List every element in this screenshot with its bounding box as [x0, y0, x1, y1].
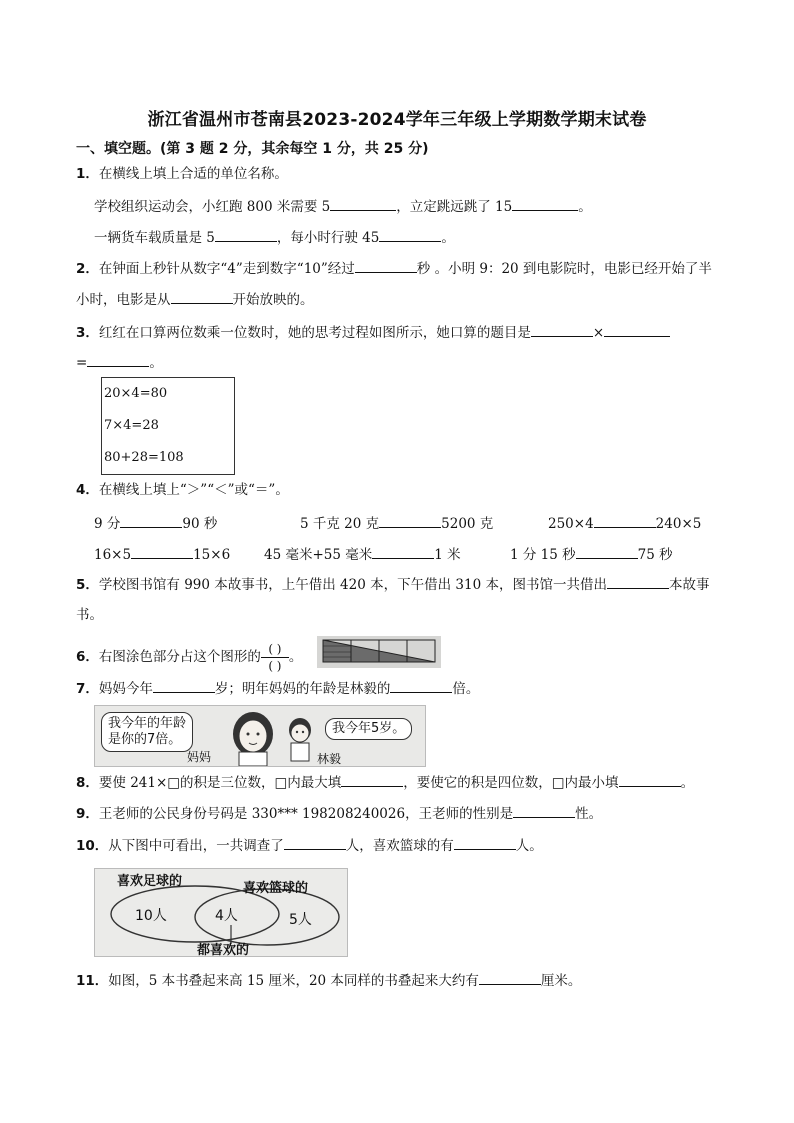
text: ，要使它的积是四位数，□内最小填 [403, 775, 619, 791]
answer-blank[interactable] [576, 544, 638, 559]
answer-blank[interactable] [171, 289, 233, 304]
section-heading: 一、填空题。(第 3 题 2 分，其余每空 1 分，共 25 分) [76, 141, 429, 157]
text: 9 分 [94, 516, 121, 532]
speech-bubble-mom: 我今年的年龄 是你的7倍。 [101, 712, 193, 752]
text: 岁；明年妈妈的年龄是林毅的 [214, 681, 391, 697]
question-number: 11． [76, 973, 109, 989]
label-football: 喜欢足球的 [117, 874, 183, 889]
question-2-line-1 [76, 258, 712, 279]
text: 5200 克 [441, 516, 494, 532]
question-number: 7． [76, 681, 99, 697]
text: 要使 241×□的积是三位数，□内最大填 [98, 775, 342, 791]
question-3-line-1 [76, 322, 670, 343]
answer-blank[interactable] [479, 970, 541, 985]
compare-item [94, 544, 230, 565]
answer-blank[interactable] [284, 835, 346, 850]
question-number: 1． [76, 166, 99, 182]
text: 红红在口算两位数乘一位数时，她的思考过程如图所示，她口算的题目是 [98, 325, 531, 341]
answer-blank[interactable] [594, 513, 656, 528]
answer-blank[interactable] [87, 352, 149, 367]
text: 16×5 [94, 547, 132, 563]
question-number: 9． [76, 806, 99, 822]
caption-boy: 林毅 [317, 752, 342, 766]
question-1-line-1 [94, 196, 592, 217]
text: × [592, 325, 605, 341]
age-illustration [94, 705, 426, 767]
numerator: ( ) [268, 642, 282, 656]
label-basketball: 喜欢篮球的 [243, 881, 309, 896]
question-9 [76, 803, 602, 824]
count-both: 4人 [215, 908, 238, 924]
question-stem: 在横线上填上合适的单位名称。 [98, 166, 288, 182]
question-4 [76, 480, 289, 500]
compare-item [510, 544, 673, 565]
text: 学校图书馆有 990 本故事书，上午借出 420 本，下午借出 310 本，图书馆一共借出 [98, 577, 607, 593]
text: 王老师的公民身份号码是 330*** 198208240026，王老师的性别是 [98, 806, 514, 822]
text: = [76, 355, 88, 371]
question-3-line-2 [76, 352, 163, 373]
text: 学校组织运动会，小红跑 800 米需要 5 [94, 199, 331, 215]
answer-blank[interactable] [120, 513, 182, 528]
question-number: 3． [76, 325, 99, 341]
calc-step: 20×4=80 [104, 386, 168, 401]
question-8 [76, 772, 694, 793]
fraction-blank[interactable] [261, 642, 289, 673]
answer-blank[interactable] [454, 835, 516, 850]
text: 。 [441, 230, 455, 246]
count-football-only: 10人 [135, 908, 167, 924]
text: 5 千克 20 克 [300, 516, 380, 532]
question-number: 6． [76, 649, 99, 665]
text: 45 毫米+55 毫米 [264, 547, 373, 563]
text: 90 秒 [182, 516, 218, 532]
question-11 [76, 970, 581, 991]
answer-blank[interactable] [341, 772, 403, 787]
text: 。 [288, 649, 303, 665]
question-number: 4． [76, 482, 99, 498]
answer-blank[interactable] [215, 227, 277, 242]
text: 妈妈今年 [98, 681, 153, 697]
compare-item [94, 513, 217, 534]
question-5-line-2: 书。 [76, 607, 103, 623]
answer-blank[interactable] [131, 544, 193, 559]
answer-blank[interactable] [379, 513, 441, 528]
text: 。 [578, 199, 592, 215]
calc-step: 80+28=108 [104, 450, 184, 465]
text: 。 [680, 775, 695, 791]
text: 人。 [515, 838, 543, 854]
question-number: 10． [76, 838, 109, 854]
text: 右图涂色部分占这个图形的 [98, 649, 261, 665]
text: 75 秒 [637, 547, 673, 563]
answer-blank[interactable] [607, 574, 669, 589]
text: 性。 [575, 806, 603, 822]
denominator: ( ) [268, 659, 282, 673]
question-1 [76, 164, 288, 184]
text: 240×5 [655, 516, 702, 532]
question-stem: 在横线上填上“＞”“＜”或“＝”。 [98, 482, 289, 498]
answer-blank[interactable] [619, 772, 681, 787]
compare-item [264, 544, 461, 565]
text: 倍。 [452, 681, 480, 697]
speech-bubble-boy: 我今年5岁。 [325, 718, 412, 740]
compare-item [548, 513, 701, 534]
question-number: 2． [76, 261, 99, 277]
shaded-figure [317, 636, 441, 668]
answer-blank[interactable] [513, 803, 575, 818]
text: 开始放映的。 [232, 292, 314, 308]
compare-item [300, 513, 493, 534]
answer-blank[interactable] [379, 227, 441, 242]
answer-blank[interactable] [153, 678, 215, 693]
text: ，立定跳远跳了 15 [396, 199, 513, 215]
venn-diagram [94, 868, 348, 957]
text: 15×6 [193, 547, 231, 563]
question-6 [76, 642, 302, 673]
answer-blank[interactable] [372, 544, 434, 559]
calculation-box [101, 377, 235, 475]
boy-figure [285, 714, 315, 764]
question-7 [76, 678, 479, 699]
answer-blank[interactable] [330, 196, 396, 211]
question-2-line-2 [76, 289, 314, 310]
answer-blank[interactable] [355, 258, 417, 273]
text: ，每小时行驶 45 [276, 230, 380, 246]
label-both: 都喜欢的 [197, 943, 250, 958]
mother-figure [213, 708, 293, 766]
text: 本故事 [668, 577, 710, 593]
text: 1 米 [434, 547, 461, 563]
text: 。 [149, 355, 163, 371]
answer-blank[interactable] [512, 196, 578, 211]
text: 秒 。小明 9：20 到电影院时，电影已经开始了半 [416, 261, 712, 277]
text: 一辆货车载质量是 5 [94, 230, 215, 246]
calc-step: 7×4=28 [104, 418, 159, 433]
text: 1 分 15 秒 [510, 547, 576, 563]
text: 250×4 [548, 516, 594, 532]
text: 人，喜欢篮球的有 [345, 838, 454, 854]
text: 厘米。 [540, 973, 582, 989]
answer-blank[interactable] [390, 678, 452, 693]
question-number: 5． [76, 577, 99, 593]
text: 从下图中可看出，一共调查了 [108, 838, 284, 854]
question-number: 8． [76, 775, 99, 791]
text: 如图，5 本书叠起来高 15 厘米，20 本同样的书叠起来大约有 [108, 973, 479, 989]
text: 在钟面上秒针从数字“4”走到数字“10”经过 [98, 261, 355, 277]
page-title: 浙江省温州市苍南县2023-2024学年三年级上学期数学期末试卷 [147, 110, 647, 130]
count-basketball-only: 5人 [289, 912, 312, 928]
answer-blank[interactable] [604, 322, 670, 337]
question-5-line-1 [76, 574, 709, 595]
caption-mom: 妈妈 [187, 750, 212, 764]
answer-blank[interactable] [531, 322, 593, 337]
text: 小时，电影是从 [76, 292, 171, 308]
question-10 [76, 835, 543, 856]
question-1-line-2 [94, 227, 455, 248]
